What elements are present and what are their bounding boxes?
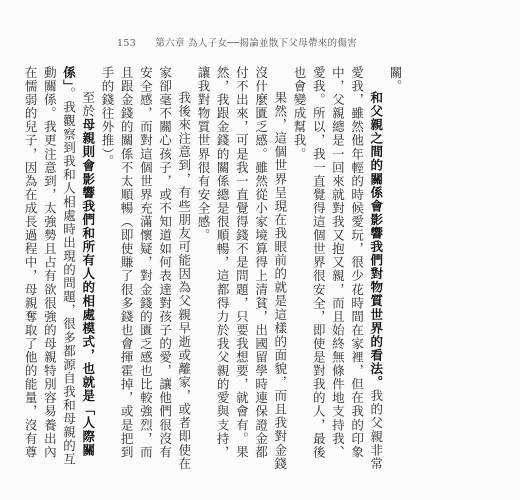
text-run: 果然，這個世界呈現在我眼前的就是這樣的面貌，而且我對金錢沒什麼匱乏感。雖然從小家境算得上清貧，出國留學時連保證金都付不出來，可是我一直覺得錢不是問題，只要我想要，就會有。果然，我跟金錢的關係總是很順暢，這都得力於我父親的愛與支持，讓我對物質世界很有安全感。 — [195, 66, 288, 471]
text-run: 。我觀察到我和人相處時出現的問題，很多都源自我和母親的互動關係。我更注意到，太強勢且占有欲很強的母親特別容易養出內在懦弱的兒子，因為在成長過程中，母親奪取了他的能量，沒有尊 — [23, 66, 77, 467]
body-text — [23, 66, 405, 472]
paragraph — [290, 66, 386, 472]
running-header — [117, 35, 357, 49]
paragraph — [194, 66, 290, 472]
page-number: 153 — [117, 38, 137, 49]
paragraph — [21, 66, 98, 472]
paragraph — [386, 66, 405, 472]
chapter-label: 第六章 — [155, 38, 185, 49]
paragraph — [98, 66, 194, 472]
text-run: 我的父親非常愛我，雖然他年輕的時候愛玩，很少花時間在家裡，但在我的印象中，父親總是一回來就對我又抱又親，而且始終無條件地支持我、愛我。所以，我一直覺得這個世界很安全，即使是對我的人，最後也會變成幫我。 — [291, 66, 384, 471]
text-run: 至於 — [80, 91, 96, 119]
text-run: 關。 — [388, 66, 403, 94]
bold-text: 和父親之間的關係會影響我們對物質世界的看法。 — [368, 91, 384, 390]
text-run: 我後來注意到，有些朋友可能因為父親早逝或離家，或者即使在家卻毫不關心孩子，或不知道如何表達對孩子的愛，讓他們很沒有安全感，而對這個世界充滿懷疑，對金錢的匱乏感也比較強烈，而且跟金錢的關係不太順暢（即使賺了很多錢也會揮霍掉，或是把到手的錢往外推）。 — [99, 66, 192, 471]
chapter-title: 為人子女──揭論並散下父母帶來的傷害 — [188, 38, 357, 49]
bold-text: 母親則會影響我們和所有人的相處模式，也就是「人際關係」 — [61, 66, 96, 457]
